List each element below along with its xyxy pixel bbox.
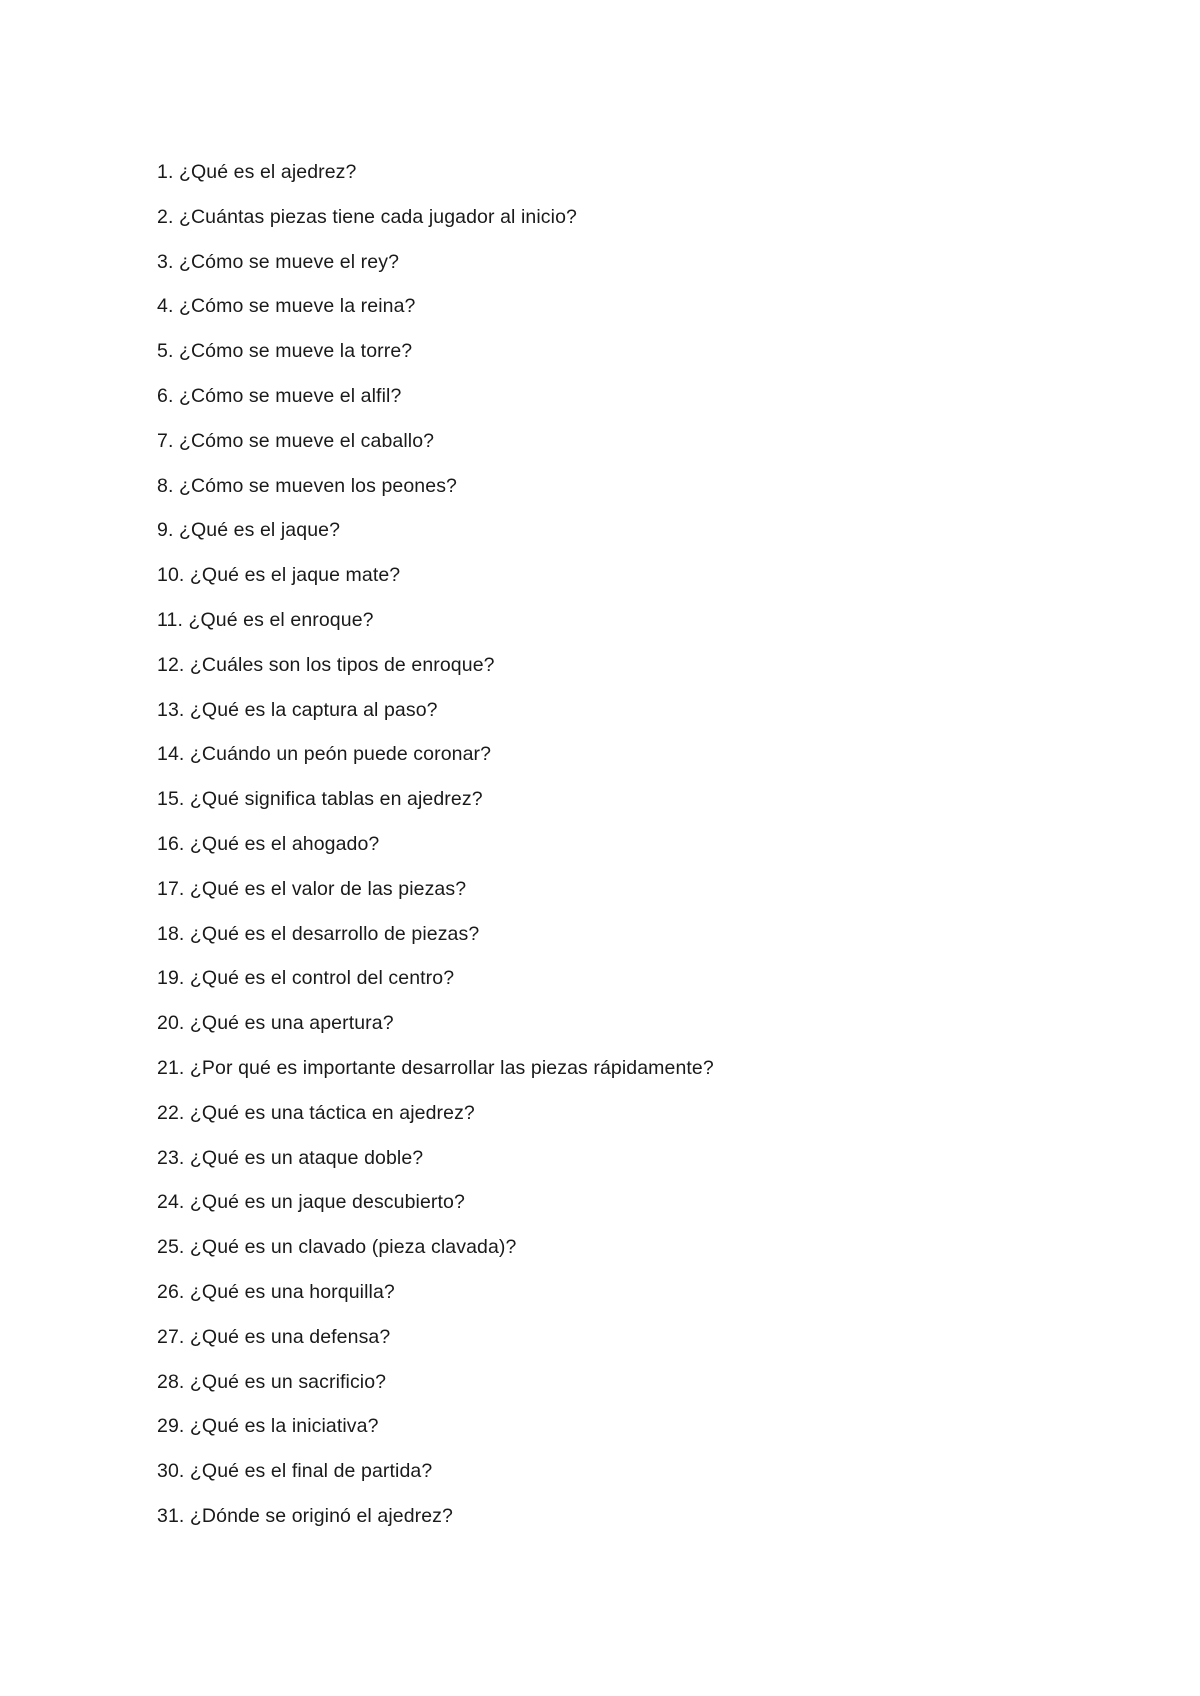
question-item: 26. ¿Qué es una horquilla?: [157, 1280, 395, 1303]
question-item: 11. ¿Qué es el enroque?: [157, 608, 374, 631]
question-item: 1. ¿Qué es el ajedrez?: [157, 161, 357, 183]
question-item: 19. ¿Qué es el control del centro?: [157, 967, 455, 990]
question-item: 9. ¿Qué es el jaque?: [157, 519, 341, 542]
question-item: 18. ¿Qué es el desarrollo de piezas?: [157, 922, 480, 945]
question-item: 17. ¿Qué es el valor de las piezas?: [157, 877, 467, 900]
question-item: 10. ¿Qué es el jaque mate?: [157, 564, 401, 587]
question-item: 30. ¿Qué es el final de partida?: [157, 1460, 433, 1483]
question-item: 29. ¿Qué es la iniciativa?: [157, 1415, 379, 1438]
question-item: 13. ¿Qué es la captura al paso?: [157, 698, 438, 721]
question-item: 24. ¿Qué es un jaque descubierto?: [157, 1191, 465, 1214]
question-item: 28. ¿Qué es un sacrificio?: [157, 1370, 387, 1393]
question-item: 15. ¿Qué significa tablas en ajedrez?: [157, 788, 483, 811]
question-item: 4. ¿Cómo se mueve la reina?: [157, 295, 416, 318]
question-item: 5. ¿Cómo se mueve la torre?: [157, 340, 413, 363]
question-item: 3. ¿Cómo se mueve el rey?: [157, 250, 400, 273]
question-item: 25. ¿Qué es un clavado (pieza clavada)?: [157, 1236, 517, 1259]
question-item: 23. ¿Qué es un ataque doble?: [157, 1146, 424, 1169]
question-item: 2. ¿Cuántas piezas tiene cada jugador al inicio?: [157, 205, 577, 228]
question-item: 6. ¿Cómo se mueve el alfil?: [157, 384, 402, 407]
question-item: 20. ¿Qué es una apertura?: [157, 1012, 394, 1035]
question-item: 21. ¿Por qué es importante desarrollar las piezas rápidamente?: [157, 1056, 714, 1079]
question-item: 22. ¿Qué es una táctica en ajedrez?: [157, 1101, 475, 1124]
question-item: 14. ¿Cuándo un peón puede coronar?: [157, 743, 492, 766]
question-item: 8. ¿Cómo se mueven los peones?: [157, 474, 457, 497]
question-item: 31. ¿Dónde se originó el ajedrez?: [157, 1504, 453, 1527]
question-item: 7. ¿Cómo se mueve el caballo?: [157, 429, 435, 452]
question-item: 12. ¿Cuáles son los tipos de enroque?: [157, 653, 495, 676]
question-item: 27. ¿Qué es una defensa?: [157, 1325, 391, 1348]
question-list: [157, 156, 714, 1545]
question-item: 16. ¿Qué es el ahogado?: [157, 832, 380, 855]
